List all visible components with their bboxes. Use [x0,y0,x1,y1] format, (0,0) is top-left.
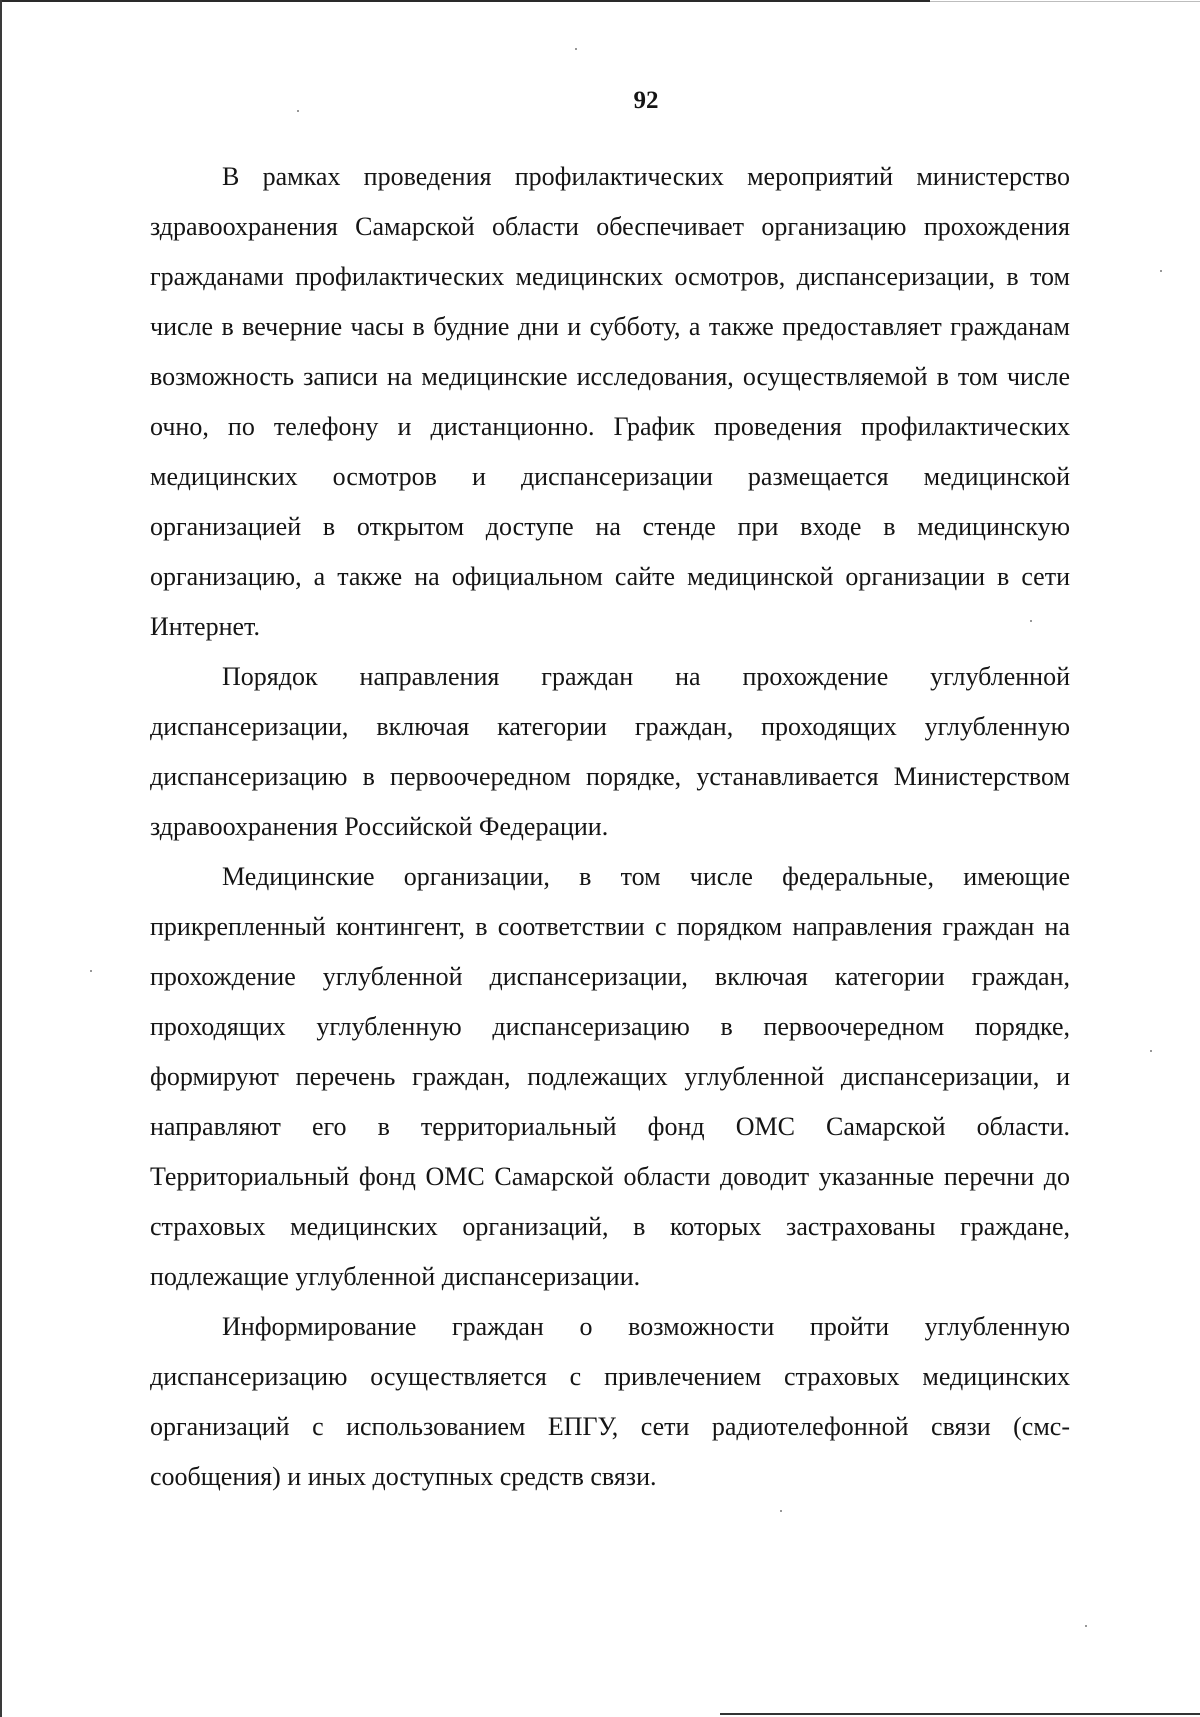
page-number: 92 [633,87,659,114]
paragraph-preventive-measures: В рамках проведения профилактических мероприятий министерство здравоохранения Самарской области обеспечивает организацию прохождения гражданами профилактических медицинских осмотров, диспансеризации, в том числе в вечерние часы в будние дни и субботу, а также предоставляет гражданам возможность записи на медицинские исследования, осуществляемой в том числе очно, по телефону и дистанционно. График проведения профилактических медицинских осмотров и диспансеризации размещается медицинской организацией в открытом доступе на стенде при входе в медицинскую организацию, а также на официальном сайте медицинской организации в сети Интернет. [150,162,1070,641]
scan-speck [575,48,577,50]
scan-speck [1085,1625,1087,1627]
paragraph-informing-citizens: Информирование граждан о возможности пройти углубленную диспансеризацию осуществляется с привлечением страховых медицинских организаций с использованием ЕПГУ, сети радиотелефонной связи (смс-сообщения) и иных доступных средств связи. [150,1312,1070,1491]
scan-edge-top [0,0,930,2]
scan-edge-left [0,0,2,1717]
scan-speck [90,970,92,972]
scan-speck [1160,270,1162,272]
paragraph-referral-procedure: Порядок направления граждан на прохождение углубленной диспансеризации, включая категории граждан, проходящих углубленную диспансеризацию в первоочередном порядке, устанавливается Министерством здравоохранения Российской Федерации. [150,662,1070,841]
body-text [150,152,1070,1502]
paragraph-medical-organizations: Медицинские организации, в том числе федеральные, имеющие прикрепленный контингент, в соответствии с порядком направления граждан на прохождение углубленной диспансеризации, включая категории граждан, проходящих углубленную диспансеризацию в первоочередном порядке, формируют перечень граждан, подлежащих углубленной диспансеризации, и направляют его в территориальный фонд ОМС Самарской области. Территориальный фонд ОМС Самарской области доводит указанные перечни до страховых медицинских организаций, в которых застрахованы граждане, подлежащие углубленной диспансеризации. [150,862,1070,1291]
scan-edge-bottom [720,1713,1200,1715]
scan-speck [1150,1050,1152,1052]
scan-edge-top-faint [930,1,1200,2]
scan-speck [780,1510,782,1512]
